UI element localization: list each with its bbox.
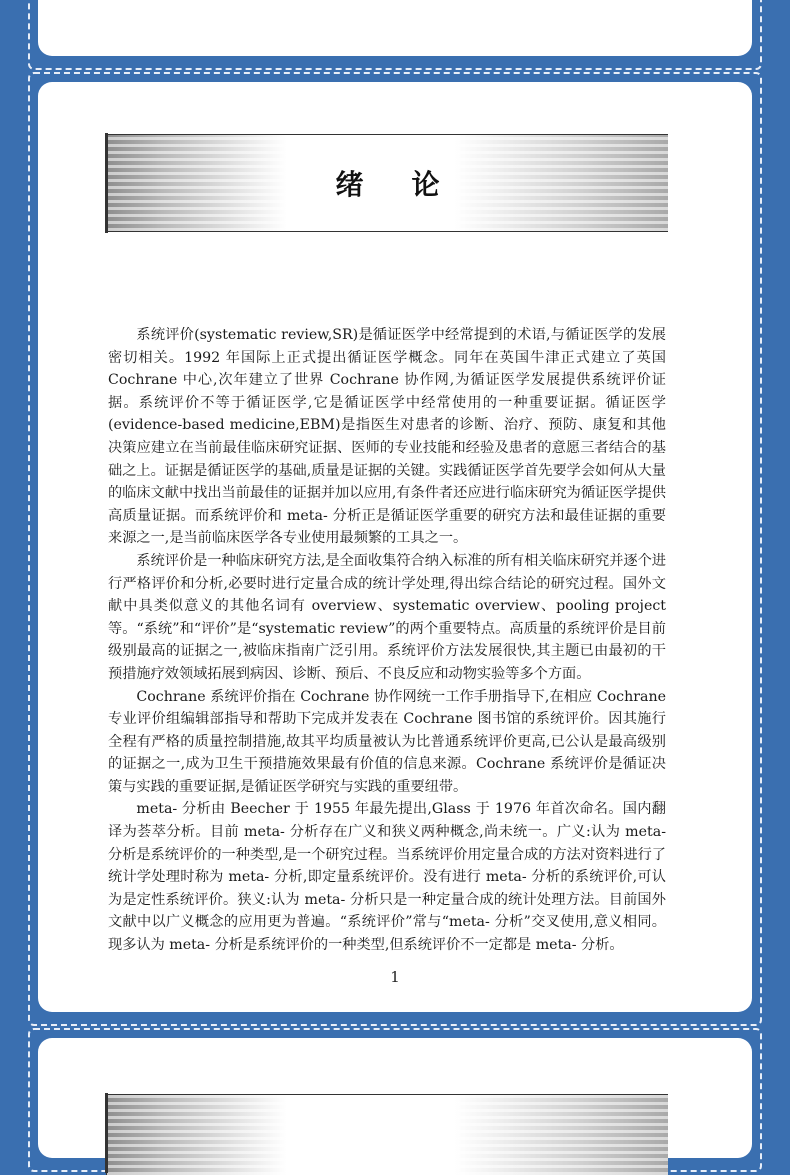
chapter-banner (106, 134, 668, 232)
main-page-number: 1 (390, 968, 400, 986)
paragraph-4: meta- 分析由 Beecher 于 1955 年最先提出,Glass 于 1976 年首次命名。国内翻译为荟萃分析。目前 meta- 分析存在广义和狭义两种概念,尚未统一。广义:认为 meta- 分析是系统评价的一种类型,是一个研究过程。当系统评价用定量合成的方法对资料进行了统计学处理时称为 meta- 分析,即定量系统评价。没有进行 meta- 分析的系统评价,可认为是定性系统评价。狭义:认为 meta- 分析只是一种定量合成的统计处理方法。目前国外文献中以广义概念的应用更为普遍。“系统评价”常与“meta- 分析”交叉使用,意义相同。现多认为 meta- 分析是系统评价的一种类型,但系统评价不一定都是 meta- 分析。 (108, 801, 666, 954)
paragraph-3: Cochrane 系统评价指在 Cochrane 协作网统一工作手册指导下,在相应 Cochrane 专业评价组编辑部指导和帮助下完成并发表在 Cochrane 图书馆的系统评价。因其施行全程有严格的质量控制措施,故其平均质量被认为比普通系统评价更高,已公认是最高级别的证据之一,成为卫生干预措施效果最有价值的信息来源。Cochrane 系统评价是循证决策与实践的重要证据,是循证医学研究与实践的重要纽带。 (108, 688, 666, 795)
paragraph-1: 系统评价(systematic review,SR)是循证医学中经常提到的术语,与循证医学的发展密切相关。1992 年国际上正式提出循证医学概念。同年在英国牛津正式建立了英国 Cochrane 中心,次年建立了世界 Cochrane 协作网,为循证医学发展提供系统评价证据。系统评价不等于循证医学,它是循证医学中经常使用的一种重要证据。循证医学(evidence-based medicine,EBM)是指医生对患者的诊断、治疗、预防、康复和其他决策应建立在当前最佳临床研究证据、医师的专业技能和经验及患者的意愿三者结合的基础之上。证据是循证医学的基础,质量是证据的关键。实践循证医学首先要学会如何从大量的临床文献中找出当前最佳的证据并加以应用,有条件者还应进行临床研究为循证医学提供高质量证据。而系统评价和 meta- 分析正是循证医学重要的研究方法和最佳证据的重要来源之一,是当前临床医学各专业使用最频繁的工具之一。 (108, 327, 666, 547)
paragraph-2: 系统评价是一种临床研究方法,是全面收集符合纳入标准的所有相关临床研究并逐个进行严格评价和分析,必要时进行定量合成的统计学处理,得出综合结论的研究过程。国外文献中具类似意义的其他名词有 overview、systematic overview、pooling project 等。“系统”和“评价”是“systematic review”的两个重要特点。高质量的系统评价是目前级别最高的证据之一,被临床指南广泛引用。系统评价方法发展很快,其主题已由最初的干预措施疗效领域拓展到病因、诊断、预后、不良反应和动物实验等多个方面。 (108, 552, 666, 682)
chapter-title: 绪论 (335, 168, 488, 201)
top-page-card (38, 0, 752, 56)
next-chapter-banner (106, 1094, 668, 1175)
chapter-body (108, 324, 666, 957)
main-page-card (38, 82, 752, 1012)
next-page-card (38, 1038, 752, 1158)
